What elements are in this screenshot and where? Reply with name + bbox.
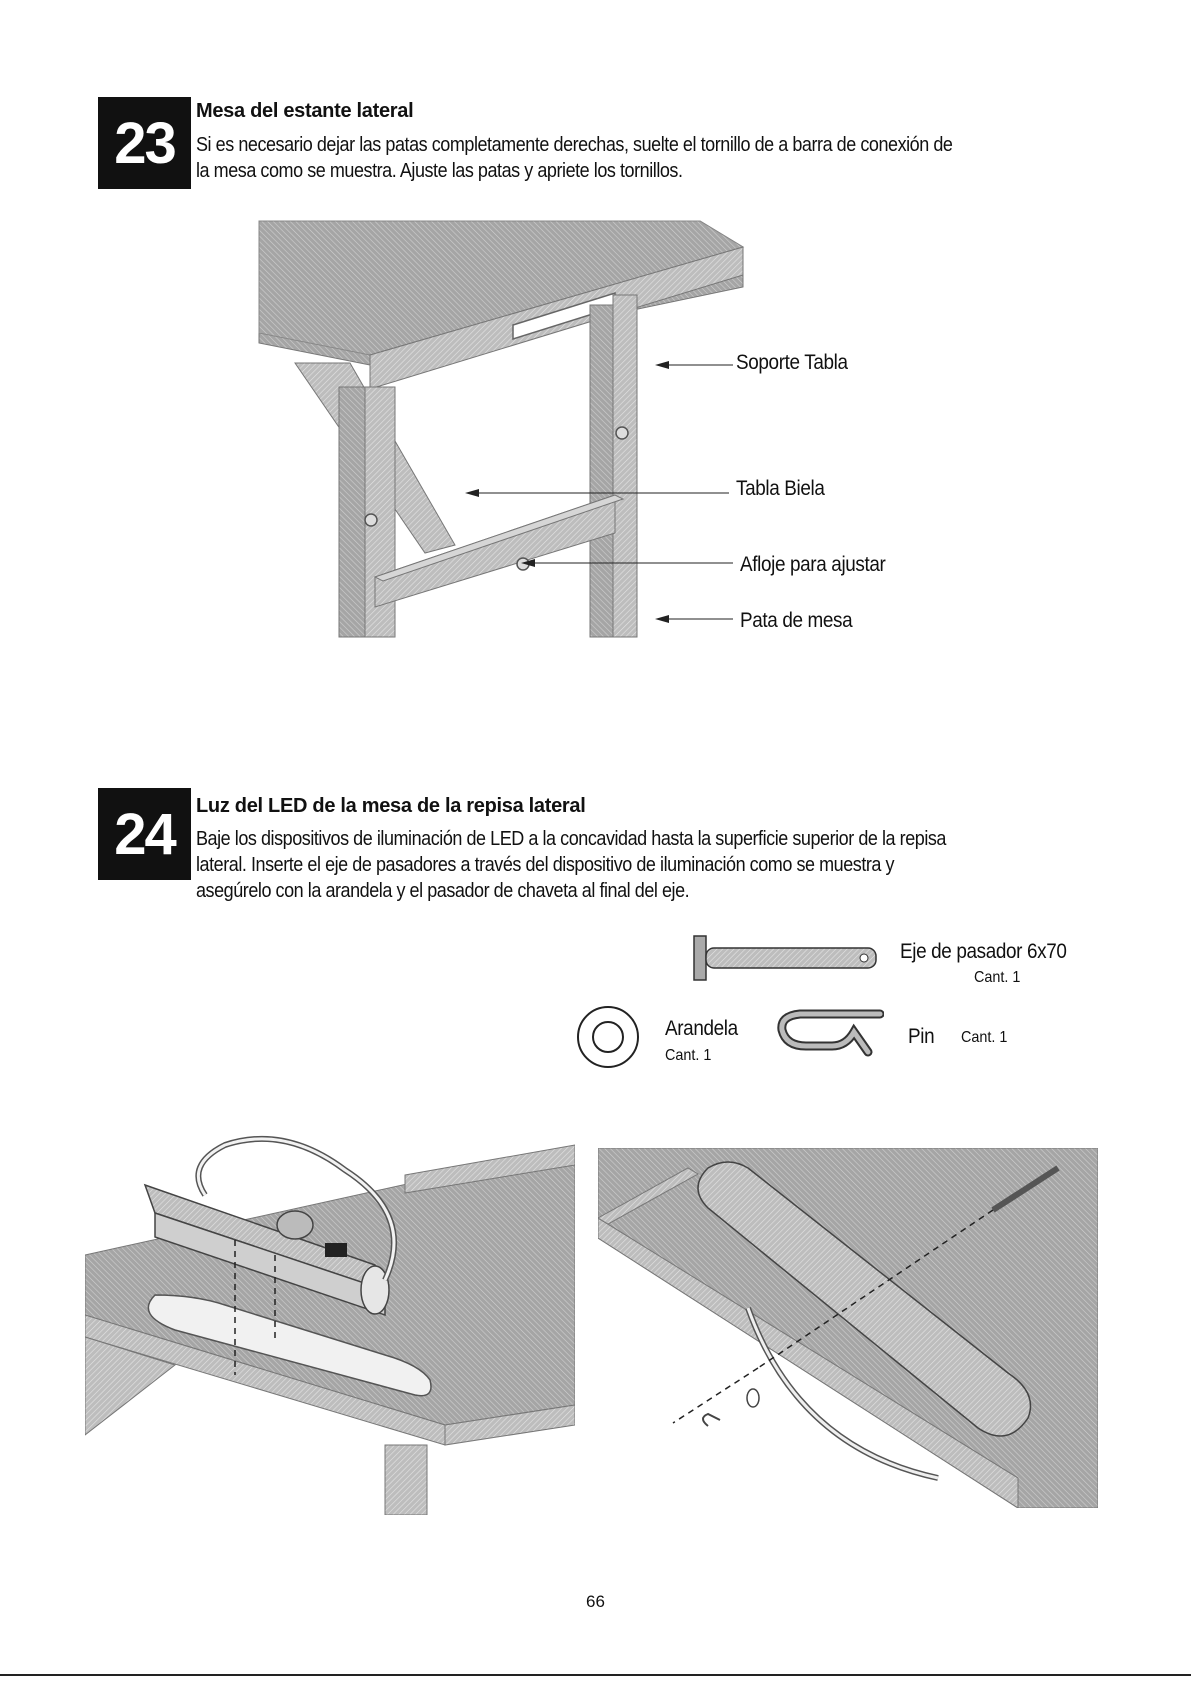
led-light-placement-illustration <box>85 1115 575 1515</box>
label-washer-qty: Cant. 1 <box>665 1047 712 1064</box>
label-pin-shaft-qty: Cant. 1 <box>974 969 1021 986</box>
bottom-rule <box>0 1674 1191 1676</box>
side-table-illustration <box>255 215 760 640</box>
label-tabla-biela: Tabla Biela <box>736 477 825 500</box>
page-number: 66 <box>586 1592 605 1611</box>
step-24-badge: 24 <box>98 788 191 880</box>
step-24-instructions <box>196 826 1024 904</box>
label-pin-qty: Cant. 1 <box>961 1029 1008 1046</box>
label-afloje-para-ajustar: Afloje para ajustar <box>740 553 886 576</box>
washer-icon <box>575 1004 641 1070</box>
label-soporte-tabla: Soporte Tabla <box>736 351 848 374</box>
label-pin: Pin <box>908 1025 935 1048</box>
step-23-line-1: Si es necesario dejar las patas completamente derechas, suelte el tornillo de a barra de conexión de <box>196 134 953 156</box>
pin-shaft-icon <box>692 934 884 984</box>
label-washer: Arandela <box>665 1017 738 1040</box>
step-23-line-2: la mesa como se muestra. Ajuste las patas y apriete los tornillos. <box>196 160 683 182</box>
label-pata-de-mesa: Pata de mesa <box>740 609 853 632</box>
step-24-title: Luz del LED de la mesa de la repisa lateral <box>196 795 586 817</box>
pin-shaft-insertion-illustration <box>598 1148 1098 1508</box>
label-pin-shaft: Eje de pasador 6x70 <box>900 940 1067 963</box>
step-24-line-2: lateral. Inserte el eje de pasadores a través del dispositivo de iluminación como se muestra y <box>196 854 895 876</box>
step-23-title: Mesa del estante lateral <box>196 100 414 122</box>
step-24-line-1: Baje los dispositivos de iluminación de LED a la concavidad hasta la superficie superior de la repisa <box>196 828 946 850</box>
step-24-line-3: asegúrelo con la arandela y el pasador de chaveta al final del eje. <box>196 880 690 902</box>
step-23-badge: 23 <box>98 97 191 189</box>
cotter-pin-icon <box>772 1006 884 1062</box>
step-23-instructions <box>196 132 1024 184</box>
